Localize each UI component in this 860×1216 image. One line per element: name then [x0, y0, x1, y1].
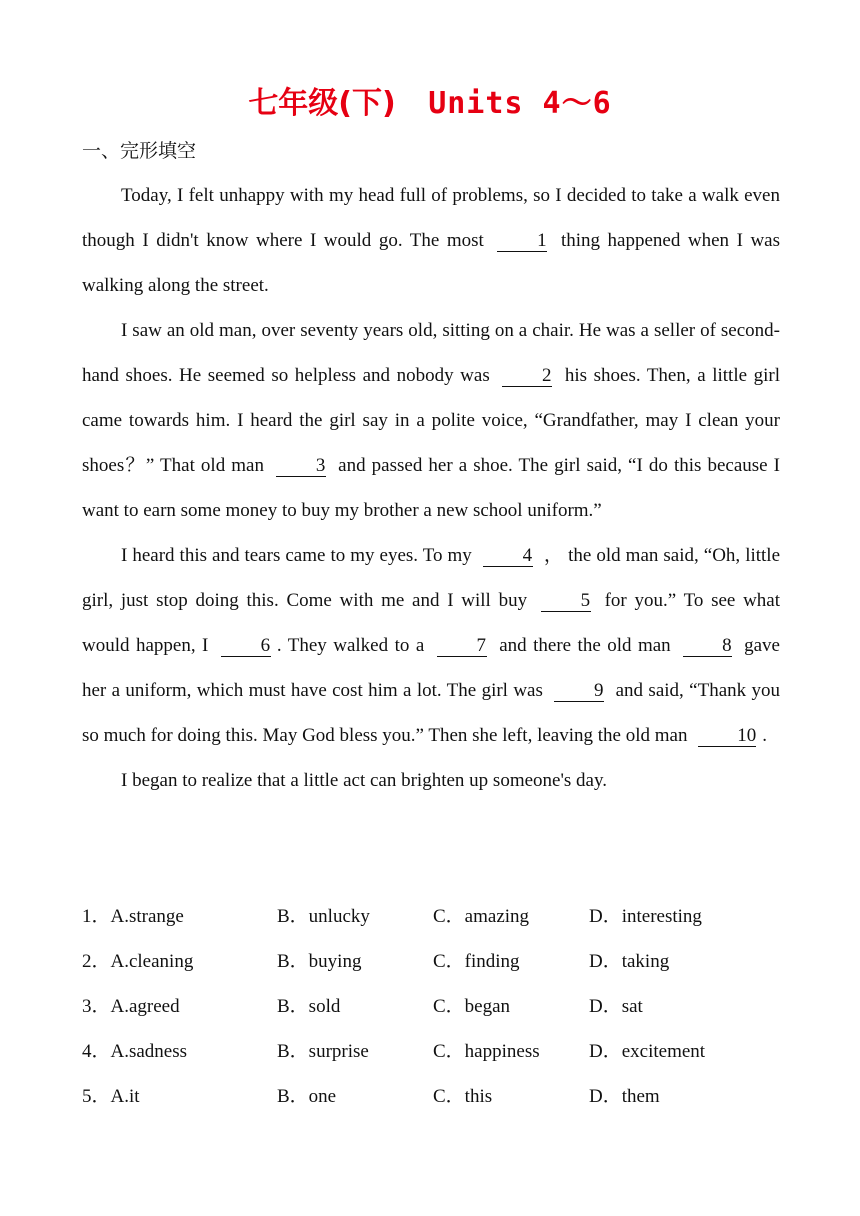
option-b: B．unlucky [277, 906, 370, 927]
option-a: 3．A.agreed [82, 996, 180, 1017]
text-run: thing happened when I was walking along the street. [82, 230, 780, 296]
option-d: D．taking [589, 951, 670, 972]
option-d: D．excitement [589, 1041, 706, 1062]
paragraph-1 [82, 173, 780, 308]
option-a: 4．A.sadness [82, 1041, 188, 1062]
text-run: gave her a uniform, which must have cost him a lot. The girl was [82, 635, 780, 701]
blank-3: 3 [276, 456, 326, 477]
option-c: C．happiness [433, 1041, 540, 1062]
option-b: B．buying [277, 951, 362, 972]
option-b: B．sold [277, 996, 341, 1017]
answer-options [82, 894, 780, 1119]
title-grade: 七年级(下) [248, 86, 396, 121]
paragraph-4: I began to realize that a little act can brighten up someone's day. [121, 770, 607, 791]
blank-1: 1 [497, 231, 547, 252]
option-c: C．began [433, 996, 511, 1017]
option-d: D．interesting [589, 906, 702, 927]
option-row-4 [82, 1029, 780, 1074]
cloze-passage [82, 173, 780, 803]
blank-6: 6 [221, 636, 271, 657]
option-c: C．this [433, 1086, 493, 1107]
option-row-1 [82, 894, 780, 939]
page-title [0, 84, 860, 124]
option-b: B．one [277, 1086, 337, 1107]
option-a: 2．A.cleaning [82, 951, 194, 972]
text-run: for you.” To see what would happen, I [82, 590, 781, 656]
text-run: his shoes. Then, a little girl came towards him. I heard the girl say in a polite voice, “Grandfather, may I clean your shoes？” That old man [82, 365, 780, 476]
blank-7: 7 [437, 636, 487, 657]
text-run: I saw an old man, over seventy years old, sitting on a chair. He was a seller of second-hand shoes. He seemed so helpless and nobody was [82, 320, 780, 386]
option-row-3 [82, 984, 780, 1029]
option-row-5 [82, 1074, 780, 1119]
text-run: ， the old man said, “Oh, little girl, just stop doing this. Come with me and I will buy [82, 545, 781, 611]
blank-5: 5 [541, 591, 591, 612]
option-row-2 [82, 939, 780, 984]
paragraph-3 [82, 533, 780, 758]
option-d: D．them [589, 1086, 660, 1107]
option-a: 1．A.strange [82, 906, 184, 927]
blank-2: 2 [502, 366, 552, 387]
option-c: C．amazing [433, 906, 530, 927]
blank-9: 9 [554, 681, 604, 702]
option-b: B．surprise [277, 1041, 369, 1062]
option-d: D．sat [589, 996, 643, 1017]
text-run: . They walked to a [276, 635, 425, 656]
text-run: and passed her a shoe. The girl said, “I do this because I want to earn some money to buy my brother a new school uniform.” [82, 455, 781, 521]
option-a: 5．A.it [82, 1086, 140, 1107]
blank-8: 8 [683, 636, 732, 657]
blank-10: 10 [698, 726, 756, 747]
text-run: and said, “Thank you so much for doing this. May God bless you.” Then she left, leaving the old man [82, 680, 780, 746]
text-run: Today, I felt unhappy with my head full of problems, so I decided to take a walk even though I didn't know where I would go. The most [82, 185, 780, 251]
text-run: . [762, 725, 767, 746]
text-run: I heard this and tears came to my eyes. To my [121, 545, 472, 566]
text-run: and there the old man [499, 635, 671, 656]
blank-4: 4 [483, 546, 533, 567]
title-units: Units 4～6 [428, 86, 612, 121]
section-heading: 一、完形填空 [82, 140, 197, 162]
paragraph-2 [82, 308, 780, 533]
option-c: C．finding [433, 951, 520, 972]
